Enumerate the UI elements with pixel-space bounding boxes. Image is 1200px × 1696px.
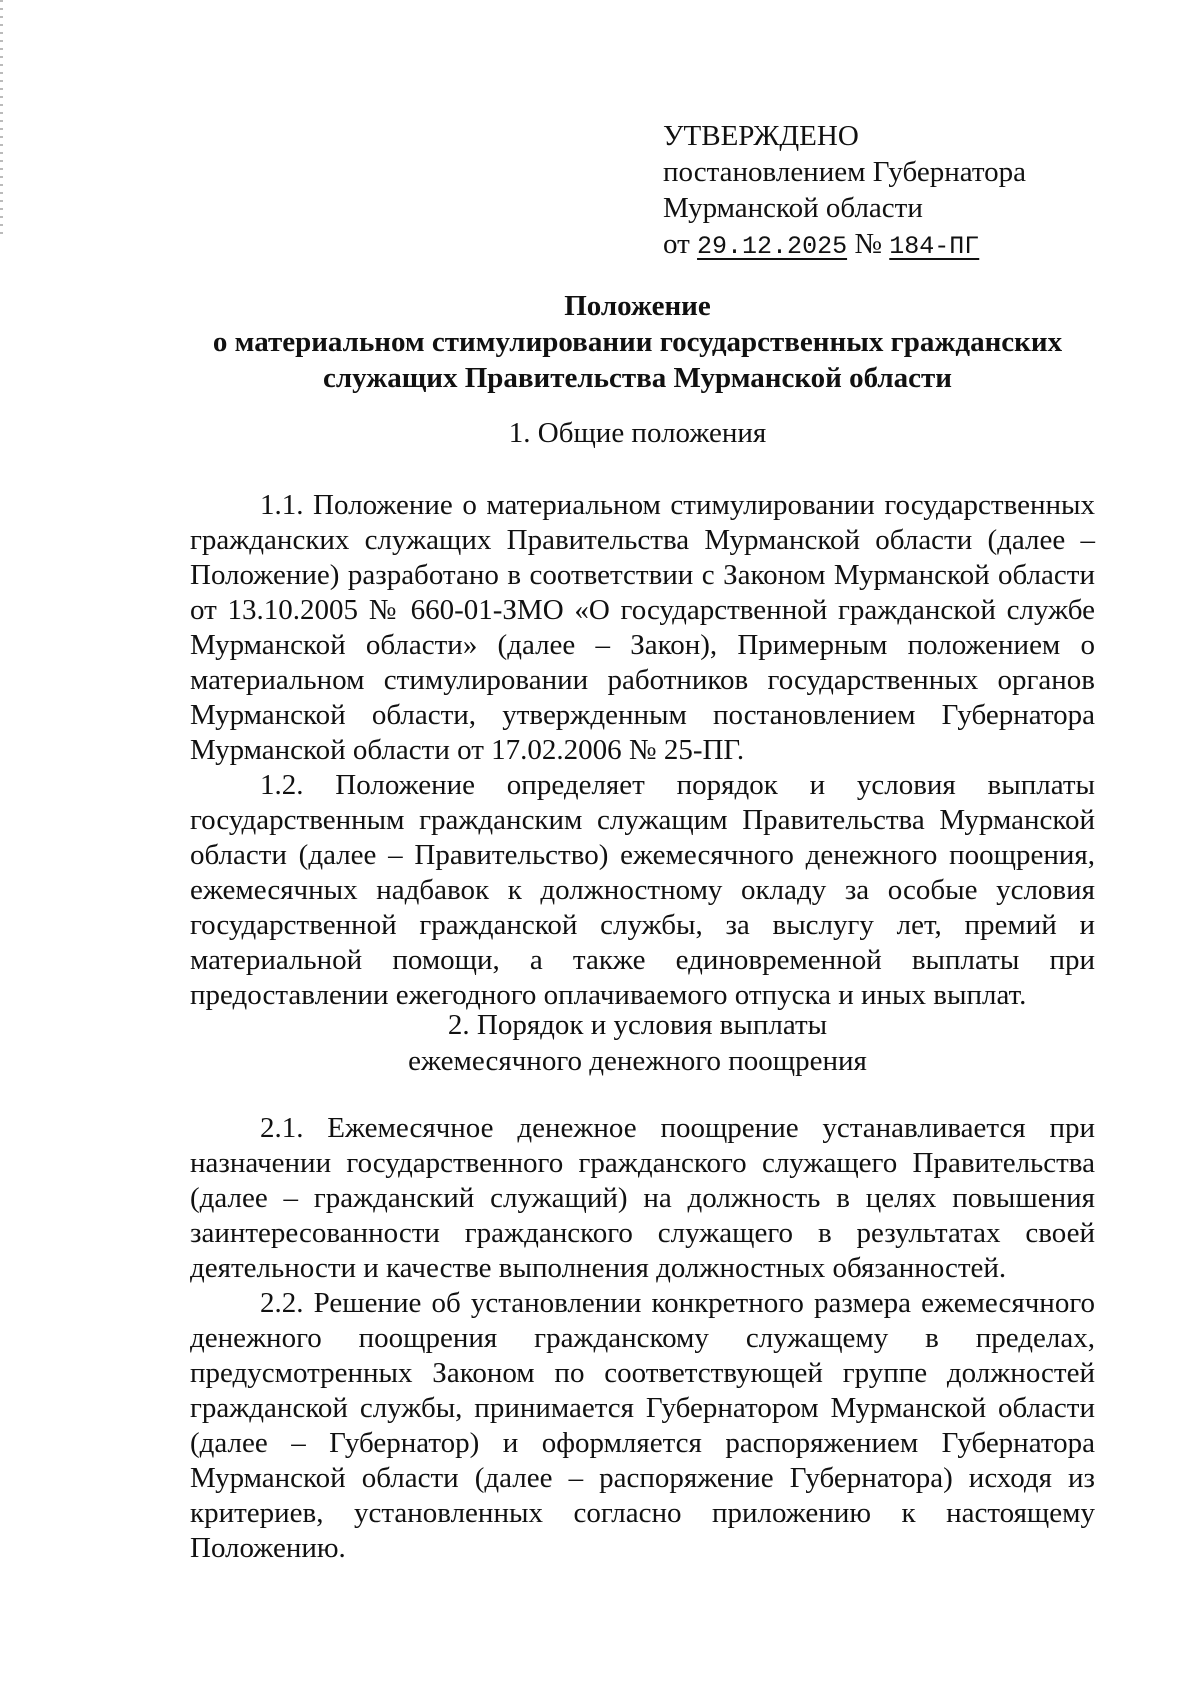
document-title xyxy=(190,288,1085,396)
approval-block xyxy=(663,118,1163,265)
paragraph-1-1: 1.1. Положение о материальном стимулировании государственных гражданских служащих Правительства Мурманской области (далее – Положение) разработано в соответствии с Законом Мурманской области от 13.10.2005 № 660-01-ЗМО «О государственной гражданской службе Мурманской области» (далее – Закон), Примерным положением о материальном стимулировании работников государственных органов Мурманской области, утвержденным постановлением Губернатора Мурманской области от 17.02.2006 № 25-ПГ. xyxy=(190,489,1095,766)
section-2-heading xyxy=(190,1007,1085,1079)
approval-stamp: УТВЕРЖДЕНО xyxy=(663,120,859,152)
approval-date-line xyxy=(663,226,1163,265)
section-2-body xyxy=(190,1111,1095,1566)
approval-number: 184-ПГ xyxy=(889,232,980,261)
approval-line-2: Мурманской области xyxy=(663,192,923,224)
title-line-1: Положение xyxy=(564,290,711,322)
approval-line-1: постановлением Губернатора xyxy=(663,156,1027,188)
paragraph-1-2: 1.2. Положение определяет порядок и условия выплаты государственным гражданским служащим Правительства Мурманской области (далее – Правительство) ежемесячного денежного поощрения, ежемесячных надбавок к должностному окладу за особые условия государственной гражданской службы, за выслугу лет, премий и материальной помощи, а также единовременной выплаты при предоставлении ежегодного оплачиваемого отпуска и иных выплат. xyxy=(190,769,1095,1011)
scan-edge-mark xyxy=(0,0,3,240)
section-1-heading: 1. Общие положения xyxy=(508,417,767,449)
title-line-2: о материальном стимулировании государственных гражданских xyxy=(212,326,1063,358)
paragraph-2-1: 2.1. Ежемесячное денежное поощрение устанавливается при назначении государственного гражданского служащего Правительства (далее – гражданский служащий) на должность в целях повышения заинтересованности гражданского служащего в результатах своей деятельности и качестве выполнения должностных обязанностей. xyxy=(190,1112,1095,1284)
date-prefix: от xyxy=(663,228,690,260)
approval-date: 29.12.2025 xyxy=(697,232,848,261)
number-prefix: № xyxy=(854,228,882,260)
section-2-heading-line-1: 2. Порядок и условия выплаты xyxy=(447,1009,828,1041)
paragraph-2-2: 2.2. Решение об установлении конкретного размера ежемесячного денежного поощрения гражданскому служащему в пределах, предусмотренных Законом по соответствующей группе должностей гражданской службы, принимается Губернатором Мурманской области (далее – Губернатор) и оформляется распоряжением Губернатора Мурманской области (далее – распоряжение Губернатора) исходя из критериев, установленных согласно приложению к настоящему Положению. xyxy=(190,1287,1095,1564)
title-line-3: служащих Правительства Мурманской области xyxy=(322,362,952,394)
section-2-heading-line-2: ежемесячного денежного поощрения xyxy=(408,1045,867,1077)
section-1-body xyxy=(190,488,1095,1013)
